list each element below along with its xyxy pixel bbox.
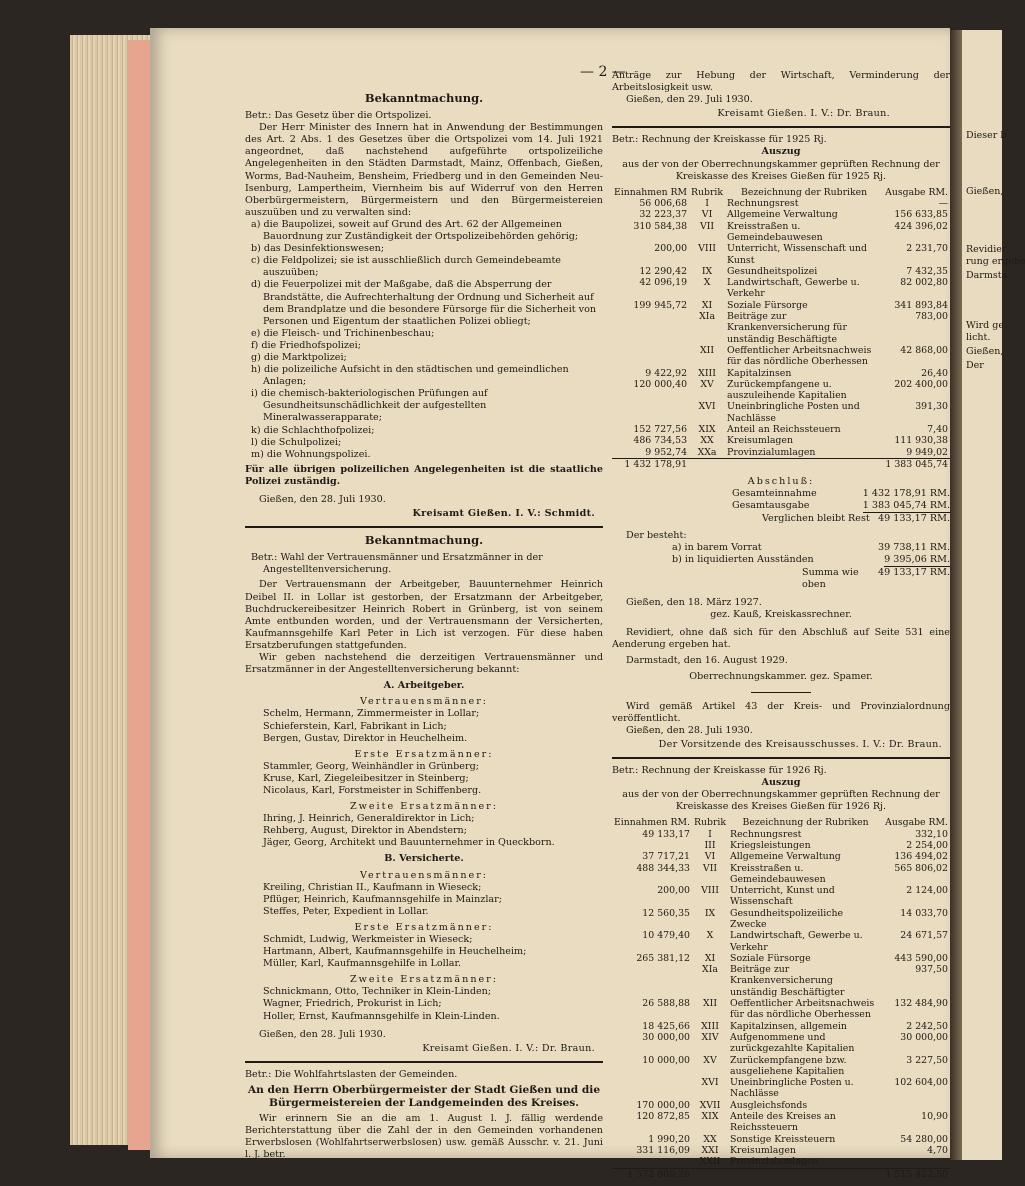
expense-cell: 2 124,00: [906, 885, 948, 897]
rubric-cell: XV: [700, 378, 714, 390]
rubric-cell: I: [708, 828, 712, 840]
rubric-cell: XIa: [699, 311, 716, 323]
income-cell: 199 945,72: [633, 299, 688, 311]
income-cell: 488 344,33: [636, 862, 691, 874]
date-line: Gießen, den 28. Juli 1930.: [626, 724, 753, 736]
rubric-cell: XIII: [698, 367, 716, 379]
expense-cell: 30 000,00: [900, 1031, 948, 1043]
table-row: [612, 1077, 950, 1100]
expense-cell: 443 590,00: [894, 952, 948, 964]
summary-value: 1 432 178,91 RM.: [862, 488, 950, 500]
column-header: Rubrik: [691, 186, 724, 198]
expense-cell: 202 400,00: [894, 378, 948, 390]
right-column: [612, 70, 950, 1180]
paragraph: Wir erinnern Sie an die am 1. August l. J. fällig werdende Berichterstattung über die Zahl der in den Gemeinden vorhandenen Erwerbslosen (Wohlfahrtserwerbslosen) usw. gemäß Ausschr. v. 21. Juni l. J. betr.: [245, 1112, 603, 1161]
description-cell: Kreisstraßen u. Gemeindebauwesen: [727, 220, 823, 243]
expense-cell: 111 930,38: [894, 435, 948, 447]
table-row: [612, 1055, 950, 1078]
table-row: [612, 998, 950, 1021]
fragment-line: Revidier: [966, 244, 1007, 255]
name-entry: Stammler, Georg, Weinhändler in Grünberg;: [263, 760, 479, 772]
income-cell: 120 000,40: [633, 378, 688, 390]
name-entry: Schmidt, Ludwig, Werkmeister in Wieseck;: [263, 934, 473, 945]
next-page-fragment: [962, 30, 1025, 1160]
income-cell: 9 422,92: [645, 367, 688, 379]
table-row: [612, 198, 950, 209]
date-line: Gießen, den 29. Juli 1930.: [626, 94, 753, 106]
subgroup-heading: Vertrauensmänner:: [359, 869, 489, 881]
expense-cell: 26,40: [921, 367, 948, 379]
paragraph: Der Herr Minister des Innern hat in Anwendung der Bestimmungen des Art. 2 Abs. 1 des Gesetzes über die Ortspolizei vom 14. Juli 1921 angeordnet, daß nachstehend aufgeführte ortspolizeiliche Angelegenheiten in den Städten Darmstadt, Mainz, Offenbach, Gießen, Worms, Bad-Nauheim, Bensheim, Friedberg und in den Gemeinden Neu-Isenburg, Lampertheim, Viernheim bis auf Widerruf von den Herren Oberbürgermeistern, Bürgermeistern und den Bürgermeistereien auszuüben und zu verwalten sind:: [245, 122, 603, 218]
group-heading: A. Arbeitgeber.: [383, 680, 465, 692]
income-cell: [612, 840, 692, 851]
rubric-cell: XI: [701, 299, 713, 311]
section-divider: [245, 1061, 603, 1063]
income-cell: 200,00: [654, 243, 688, 255]
fragment-line: Der: [966, 360, 984, 371]
rubric-cell: XXI: [701, 1144, 719, 1156]
rubric-cell: XX: [703, 1133, 717, 1145]
description-cell: Oeffentlicher Arbeitsnachweis für das nördliche Oberhessen: [727, 344, 872, 368]
summary-label: Gesamteinnahme: [732, 488, 817, 500]
paragraph: Wir geben nachstehend die derzeitigen Vertrauensmänner und Ersatzmänner in der Angestelltenversicherung bekannt:: [245, 652, 603, 676]
rubric-cell: XX: [700, 435, 714, 447]
rubric-cell: XII: [702, 998, 718, 1010]
description-cell: Rechnungsrest: [730, 828, 802, 840]
income-cell: [612, 1156, 692, 1168]
signature: Der Vorsitzende des Kreisausschusses. I. V.: Dr. Braun.: [658, 738, 942, 750]
fragment-line: Darmsta: [966, 270, 1008, 281]
summary-label: Der besteht:: [626, 529, 687, 541]
table-row: [612, 1032, 950, 1055]
name-list: [245, 882, 603, 918]
description-cell: Rechnungsrest: [727, 198, 799, 210]
paragraph: Der Vertrauensmann der Arbeitgeber, Bauunternehmer Heinrich Deibel II. in Lollar ist gestorben, der Ersatzmann der Arbeitgeber, Buchdruckereibesitzer Heinrich Robert in Grünberg, ist von seinem Amte entbunden worden, und der Vertrauensmann der Versicherten, Kaufmannsgehilfe Karl Peter in Lich ist verzogen. Für diese haben Ersatzberufungen stattgefunden.: [245, 579, 603, 651]
item-list: [245, 219, 603, 461]
rubric-cell: XXII: [699, 1156, 721, 1168]
name-list: [245, 761, 603, 797]
income-cell: 331 116,09: [636, 1144, 691, 1156]
description-cell: Ausgleichsfonds: [730, 1099, 808, 1111]
name-entry: Holler, Ernst, Kaufmannsgehilfe in Klein-Linden.: [263, 1010, 500, 1022]
column-header: Einnahmen RM: [614, 186, 688, 198]
expense-cell: 7,40: [927, 423, 948, 435]
table-row: [612, 368, 950, 379]
description-cell: Unterricht, Kunst und Wissenschaft: [730, 885, 835, 908]
name-entry: Schelm, Hermann, Zimmermeister in Lollar;: [263, 708, 480, 720]
income-cell: 200,00: [657, 885, 691, 897]
fragment-line: licht.: [966, 332, 991, 343]
expense-cell: 9 949,02: [906, 446, 948, 458]
rubric-cell: X: [706, 930, 714, 942]
column-header: Ausgabe RM.: [885, 186, 948, 198]
rubric-cell: IX: [701, 265, 713, 277]
expense-cell: —: [938, 198, 948, 210]
signature: Oberrechnungskammer. gez. Spamer.: [689, 671, 873, 683]
subject-line: Betr.: Rechnung der Kreiskasse für 1925 Rj.: [612, 134, 827, 146]
rubric-cell: VII: [699, 220, 715, 232]
income-cell: [612, 964, 692, 998]
list-item: c) die Feldpolizei; sie ist ausschließlich durch Gemeindebeamte auszuüben;: [251, 255, 561, 279]
description-cell: Landwirtschaft, Gewerbe u. Verkehr: [727, 277, 860, 300]
income-cell: [612, 311, 689, 345]
section-heading: Bekanntmachung.: [364, 533, 484, 548]
rubric-cell: VIII: [701, 885, 719, 897]
expense-cell: [883, 1156, 950, 1168]
table-row: [612, 435, 950, 446]
list-item: b) das Desinfektionswesen;: [251, 243, 385, 255]
description-cell: Allgemeine Verwaltung: [727, 209, 838, 221]
summary-label: a) in barem Vorrat: [672, 541, 762, 553]
income-cell: 9 952,74: [645, 446, 688, 458]
rubric-cell: VI: [701, 209, 713, 221]
description-cell: Kreisumlagen: [730, 1144, 796, 1156]
paragraph: Anträge zur Hebung der Wirtschaft, Verminderung der Arbeitslosigkeit usw.: [612, 70, 950, 94]
name-entry: Müller, Karl, Kaufmannsgehilfe in Lollar.: [263, 958, 462, 970]
book-gutter: [950, 30, 962, 1160]
rubric-cell: VI: [704, 851, 716, 863]
paragraph-bold: Für alle übrigen polizeilichen Angelegenheiten ist die staatliche Polizei zuständig.: [245, 463, 603, 487]
rubric-cell: XI: [704, 952, 716, 964]
paragraph: Wird gemäß Artikel 43 der Kreis- und Provinzialordnung veröffentlicht.: [612, 700, 950, 724]
description-cell: Gesundheitspolizeiliche Zwecke: [730, 907, 844, 930]
signature: gez. Kauß, Kreiskassrechner.: [710, 609, 852, 621]
description-cell: Beiträge zur Krankenversicherung für unständig Beschäftigte: [727, 311, 847, 345]
expense-cell: 102 604,00: [894, 1077, 948, 1089]
summary-value: 49 133,17 RM.: [878, 566, 950, 578]
name-list: [245, 986, 603, 1022]
expense-cell: 2 242,50: [906, 1020, 948, 1032]
table-row: [612, 908, 950, 931]
income-cell: 42 096,19: [639, 277, 688, 289]
table-row: [612, 1111, 950, 1134]
expense-cell: 10,90: [921, 1111, 948, 1123]
description-cell: Landwirtschaft, Gewerbe u. Verkehr: [730, 930, 863, 953]
description-cell: Provinzialumlagen: [727, 446, 816, 458]
expense-cell: 136 494,02: [894, 851, 948, 863]
accounts-table-1925: [612, 187, 950, 470]
table-row: [612, 1021, 950, 1032]
subgroup-heading: Zweite Ersatzmänner:: [349, 974, 499, 986]
date-line: Gießen, den 28. Juli 1930.: [259, 494, 386, 505]
expense-cell: 4,70: [927, 1144, 948, 1156]
list-item: i) die chemisch-bakteriologischen Prüfungen auf Gesundheitsunschädlichkeit der aufgestellten Mineralwasserapparate;: [251, 388, 488, 424]
table-row: [612, 401, 950, 424]
income-cell: 18 425,66: [642, 1020, 691, 1032]
income-cell: 12 560,35: [642, 907, 691, 919]
fragment-line: rung ergebe: [966, 256, 1025, 267]
expense-cell: 565 806,02: [894, 862, 948, 874]
income-cell: 486 734,53: [633, 435, 688, 447]
table-row: [612, 209, 950, 220]
list-item: a) die Baupolizei, soweit auf Grund des Art. 62 der Allgemeinen Bauordnung zur Zuständigkeit der Ortspolizeibehörden gehörig;: [251, 218, 579, 243]
income-cell: 170 000,00: [636, 1099, 691, 1111]
table-row: [612, 221, 950, 244]
total-row: [612, 1168, 950, 1180]
income-cell: [612, 401, 689, 424]
description-cell: Provinzialumlagen: [730, 1156, 819, 1168]
income-cell: 32 223,37: [639, 209, 688, 221]
description-cell: Oeffentlicher Arbeitsnachweis für das nördliche Oberhessen: [730, 998, 875, 1021]
table-row: [612, 266, 950, 277]
section-divider: [245, 526, 603, 528]
table-row: [612, 311, 950, 345]
income-cell: 152 727,56: [633, 423, 688, 435]
description-cell: Gesundheitspolizei: [727, 265, 818, 277]
description-cell: Anteile des Kreises an Reichssteuern: [730, 1111, 836, 1134]
expense-cell: 7 432,35: [906, 265, 948, 277]
closing-summary: [612, 476, 950, 591]
expense-cell: 132 484,90: [894, 998, 948, 1010]
description-cell: Kreisstraßen u. Gemeindebauwesen: [730, 862, 826, 885]
income-cell: [612, 345, 689, 368]
expense-cell: 54 280,00: [900, 1133, 948, 1145]
section-divider: [612, 126, 950, 128]
left-column: [245, 90, 603, 1161]
table-row: [612, 379, 950, 402]
name-entry: Bergen, Gustav, Direktor in Heuchelheim.: [263, 732, 468, 744]
total-row: [612, 458, 950, 470]
table-row: [612, 930, 950, 953]
income-cell: 26 588,88: [642, 998, 691, 1010]
expense-cell: 937,50: [915, 964, 948, 976]
section-heading: Bekanntmachung.: [364, 91, 484, 105]
page-number: — 2 —: [580, 64, 626, 80]
table-heading: Auszug: [761, 146, 801, 158]
rubric-cell: XIa: [702, 964, 718, 976]
name-entry: Steffes, Peter, Expedient in Lollar.: [263, 905, 429, 917]
expense-cell: 156 633,85: [894, 209, 948, 221]
section-divider: [612, 757, 950, 759]
signature: Kreisamt Gießen. I. V.: Dr. Braun.: [422, 1042, 595, 1054]
income-cell: 30 000,00: [642, 1031, 691, 1043]
date-line: Gießen, den 28. Juli 1930.: [259, 1028, 386, 1040]
table-row: [612, 424, 950, 435]
description-cell: Sonstige Kreissteuern: [730, 1133, 836, 1145]
name-entry: Schieferstein, Karl, Fabrikant in Lich;: [263, 720, 447, 732]
group-heading: B. Versicherte.: [384, 853, 464, 865]
table-row: [612, 345, 950, 368]
summary-label: Gesamtausgabe: [732, 500, 810, 512]
description-cell: Soziale Fürsorge: [727, 299, 808, 311]
signature: Kreisamt Gießen. I. V.: Dr. Braun.: [717, 108, 890, 120]
subject-line: Betr.: Das Gesetz über die Ortspolizei.: [245, 110, 432, 122]
table-row: [612, 851, 950, 862]
table-row: [612, 953, 950, 964]
income-cell: 10 479,40: [642, 930, 691, 942]
description-cell: Uneinbringliche Posten u. Nachlässe: [730, 1077, 854, 1100]
description-cell: Aufgenommene und zurückgezahlte Kapitalien: [730, 1031, 855, 1055]
fragment-line: Gießen,: [966, 346, 1004, 357]
subgroup-heading: Erste Ersatzmänner:: [354, 748, 494, 760]
income-cell: 37 717,21: [642, 851, 691, 863]
table-row: [612, 1156, 950, 1168]
column-header: Bezeichnung der Rubriken: [741, 186, 868, 198]
description-cell: Anteil an Reichssteuern: [727, 423, 841, 435]
short-divider: [751, 692, 811, 693]
total-expense: 1 383 045,74: [883, 458, 950, 470]
list-item: m) die Wohnungspolizei.: [251, 448, 371, 460]
description-cell: Beiträge zur Krankenversicherung unständig Beschäftigter: [730, 964, 845, 998]
name-entry: Rehberg, August, Direktor in Abendstern;: [263, 825, 467, 837]
rubric-cell: X: [703, 277, 711, 289]
expense-cell: 2 254,00: [906, 839, 948, 851]
expense-cell: 424 396,02: [894, 220, 948, 232]
column-header: Ausgabe RM.: [885, 817, 948, 829]
expense-cell: 42 868,00: [900, 344, 948, 356]
rubric-cell: XV: [703, 1054, 717, 1066]
summary-value: 1 383 045,74 RM.: [863, 500, 950, 513]
table-row: [612, 1100, 950, 1111]
expense-cell: 14 033,70: [900, 907, 948, 919]
rubric-cell: XVII: [699, 1099, 721, 1111]
description-cell: Allgemeine Verwaltung: [730, 851, 841, 863]
table-subheading: aus der von der Oberrechnungskammer geprüften Rechnung der Kreiskasse des Kreises Gießen für 1926 Rj.: [622, 789, 940, 813]
table-row: [612, 1134, 950, 1145]
summary-value: 39 738,11 RM.: [878, 541, 950, 553]
table-row: [612, 243, 950, 266]
column-header: Bezeichnung der Rubriken: [742, 817, 869, 829]
description-cell: Kapitalzinsen: [727, 367, 792, 379]
expense-cell: 783,00: [915, 311, 948, 323]
income-cell: 120 872,85: [636, 1111, 691, 1123]
expense-cell: 24 671,57: [900, 930, 948, 942]
accounts-table-1926: [612, 817, 950, 1180]
table-row: [612, 447, 950, 459]
list-item: k) die Schlachthofpolizei;: [251, 424, 375, 436]
table-subheading: aus der von der Oberrechnungskammer geprüften Rechnung der Kreiskasse des Kreises Gießen für 1925 Rj.: [622, 158, 940, 182]
description-cell: Kreisumlagen: [727, 435, 793, 447]
rubric-cell: XIX: [698, 423, 716, 435]
page-stack-marker: [128, 40, 150, 1150]
table-row: [612, 964, 950, 998]
name-entry: Ihring, J. Heinrich, Generaldirektor in Lich;: [263, 813, 475, 825]
subject-line: Betr.: Rechnung der Kreiskasse für 1926 Rj.: [612, 764, 827, 776]
description-cell: Kriegsleistungen: [730, 839, 811, 851]
subgroup-heading: Erste Ersatzmänner:: [354, 921, 494, 933]
expense-cell: 2 231,70: [906, 243, 948, 255]
date-line: Gießen, den 18. März 1927.: [626, 597, 762, 609]
signature: Kreisamt Gießen. I. V.: Schmidt.: [412, 508, 595, 520]
table-row: [612, 300, 950, 311]
description-cell: Soziale Fürsorge: [730, 952, 811, 964]
name-list: [245, 813, 603, 849]
name-list: [245, 934, 603, 970]
subject-line: Betr.: Die Wohlfahrtslasten der Gemeinden.: [245, 1068, 458, 1080]
expense-cell: 3 227,50: [906, 1054, 948, 1066]
description-cell: Zurückempfangene u. auszuleihende Kapitalien: [727, 378, 847, 402]
summary-label: Verglichen bleibt Rest: [762, 513, 870, 525]
column-header: Einnahmen RM.: [614, 817, 691, 829]
name-entry: Jäger, Georg, Architekt und Bauunternehmer in Queckborn.: [263, 837, 555, 849]
rubric-cell: XVI: [701, 1077, 719, 1089]
expense-cell: 332,10: [915, 828, 948, 840]
subject-line: Betr.: Wahl der Vertrauensmänner und Ersatzmänner in der Angestelltenversicherung.: [251, 552, 543, 576]
rubric-cell: VII: [702, 862, 718, 874]
summary-label: b) in liquidierten Ausständen: [672, 553, 814, 565]
table-row: [612, 885, 950, 908]
income-cell: 56 006,68: [639, 198, 688, 210]
fragment-line: Wird ge: [966, 320, 1004, 331]
rubric-cell: XIV: [701, 1031, 719, 1043]
list-item: f) die Friedhofspolizei;: [251, 339, 361, 351]
rubric-cell: I: [705, 198, 709, 210]
fragment-line: Gießen,: [966, 186, 1004, 197]
name-entry: Kruse, Karl, Ziegeleibesitzer in Steinberg;: [263, 772, 469, 784]
income-cell: 265 381,12: [636, 952, 691, 964]
description-cell: Zurückempfangene bzw. ausgeliehene Kapitalien: [730, 1054, 847, 1077]
rubric-cell: VIII: [698, 243, 716, 255]
table-row: [612, 1145, 950, 1156]
date-line: Darmstadt, den 16. August 1929.: [626, 655, 788, 667]
list-item: e) die Fleisch- und Trichinenbeschau;: [251, 327, 435, 339]
rubric-cell: IX: [704, 907, 716, 919]
paragraph: Revidiert, ohne daß sich für den Abschluß auf Seite 531 eine Aenderung ergeben hat.: [612, 627, 950, 651]
column-header: Rubrik: [694, 817, 727, 829]
name-list: [245, 708, 603, 744]
income-cell: 310 584,38: [633, 220, 688, 232]
description-cell: Unterricht, Wissenschaft und Kunst: [727, 243, 867, 266]
rubric-cell: XIII: [701, 1020, 719, 1032]
table-row: [612, 829, 950, 840]
name-entry: Kreiling, Christian II., Kaufmann in Wieseck;: [263, 881, 482, 893]
rubric-cell: III: [704, 839, 716, 851]
summary-value: 9 395,06 RM.: [884, 554, 950, 567]
expense-cell: 341 893,84: [894, 299, 948, 311]
table-row: [612, 277, 950, 300]
income-cell: 1 990,20: [648, 1133, 691, 1145]
rubric-cell: XIX: [701, 1111, 719, 1123]
subgroup-heading: Zweite Ersatzmänner:: [349, 801, 499, 813]
name-entry: Hartmann, Albert, Kaufmannsgehilfe in Heuchelheim;: [263, 946, 527, 958]
section-heading: An den Herrn Oberbürgermeister der Stadt Gießen und die Bürgermeistereien der Landgemeinden des Kreises.: [247, 1083, 601, 1109]
list-item: d) die Feuerpolizei mit der Maßgabe, daß die Absperrung der Brandstätte, die Aufrechterhaltung der Ordnung und Sicherheit auf dem Brandplatze und die besondere Fürsorge für die Sicherheit von Personen und Eigentum der staatlichen Polizei obliegt;: [251, 279, 597, 327]
expense-cell: [883, 1100, 950, 1111]
total-expense: 1 515 422,50: [883, 1168, 950, 1180]
name-entry: Nicolaus, Karl, Forstmeister in Schiffenberg.: [263, 784, 482, 796]
name-entry: Wagner, Friedrich, Prokurist in Lich;: [263, 998, 442, 1010]
income-cell: [612, 1077, 692, 1100]
total-income: 1 572 809,26: [612, 1168, 692, 1180]
table-heading: Auszug: [761, 777, 801, 789]
name-entry: Schnickmann, Otto, Techniker in Klein-Linden;: [263, 986, 492, 998]
income-cell: 12 290,42: [639, 265, 688, 277]
list-item: l) die Schulpolizei;: [251, 436, 342, 448]
expense-cell: 82 002,80: [900, 277, 948, 289]
rubric-cell: XII: [700, 344, 715, 356]
rubric-cell: XVI: [698, 401, 716, 413]
summary-value: 49 133,17 RM.: [878, 513, 950, 525]
table-row: [612, 863, 950, 886]
income-cell: 10 000,00: [642, 1054, 691, 1066]
table-row: [612, 840, 950, 851]
rubric-cell: XXa: [697, 446, 717, 458]
summary-label: Summa wie oben: [802, 566, 859, 590]
list-item: h) die polizeiliche Aufsicht in den städtischen und gemeindlichen Anlagen;: [251, 364, 569, 388]
expense-cell: 391,30: [915, 401, 948, 413]
subgroup-heading: Vertrauensmänner:: [359, 696, 489, 708]
description-cell: Kapitalzinsen, allgemein: [730, 1020, 847, 1032]
fragment-line: Dieser b: [966, 130, 1007, 141]
summary-heading: Abschluß:: [747, 476, 815, 488]
name-entry: Pflüger, Heinrich, Kaufmannsgehilfe in Mainzlar;: [263, 893, 502, 905]
description-cell: Uneinbringliche Posten und Nachlässe: [727, 401, 860, 424]
total-income: 1 432 178,91: [612, 458, 689, 470]
income-cell: 49 133,17: [642, 828, 691, 840]
list-item: g) die Marktpolizei;: [251, 351, 347, 363]
